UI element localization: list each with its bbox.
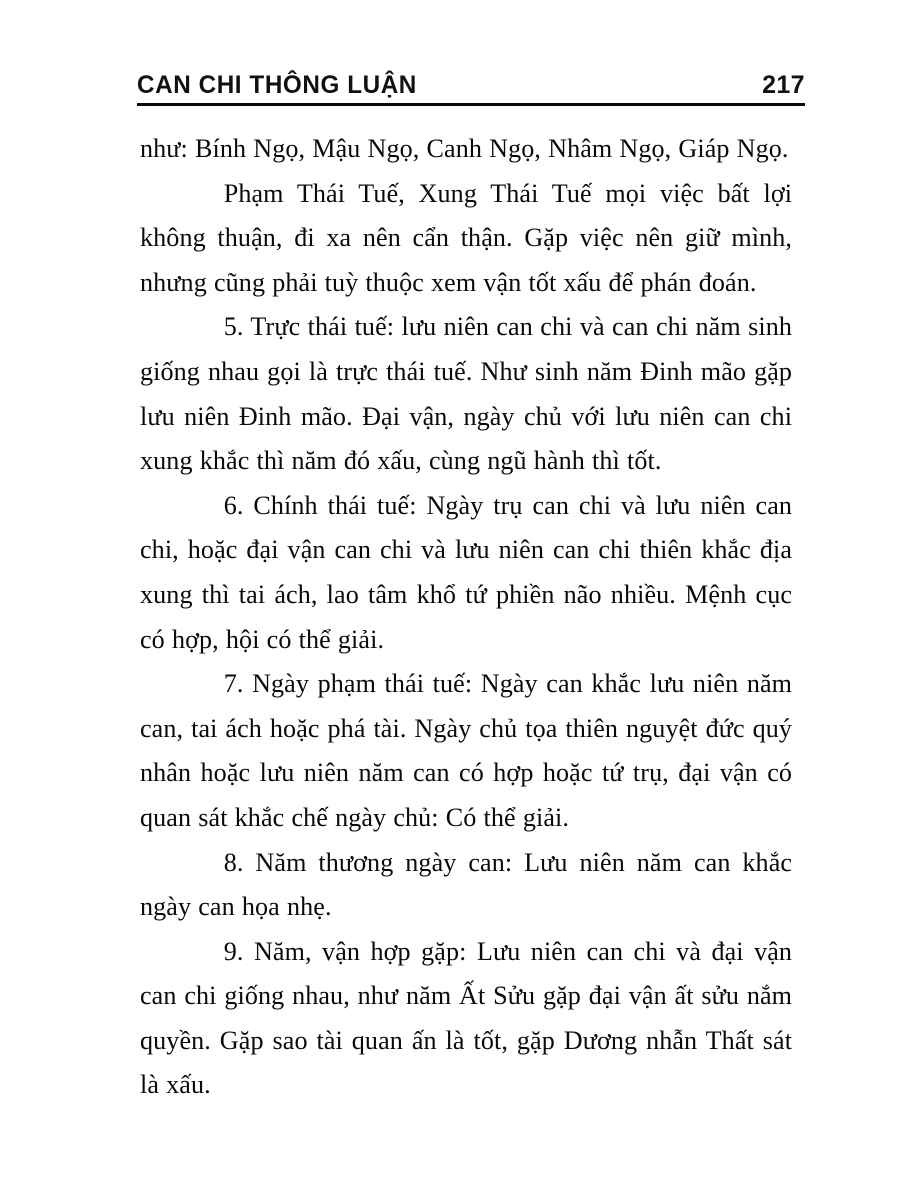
paragraph-item-9: 9. Năm, vận hợp gặp: Lưu niên can chi và đại vận can chi giống nhau, như năm Ất Sửu gặp đại vận ất sửu nắm quyền. Gặp sao tài quan ấn là tốt, gặp Dương nhẫn Thất sát là xấu. [140, 935, 793, 1100]
page-header-title: CAN CHI THÔNG LUẬN [137, 71, 417, 99]
paragraph-intro-ngo: như: Bính Ngọ, Mậu Ngọ, Canh Ngọ, Nhâm Ngọ, Giáp Ngọ. [140, 133, 789, 163]
page-number: 217 [762, 71, 805, 99]
paragraph-item-8: 8. Năm thương ngày can: Lưu niên năm can khắc ngày can họa nhẹ. [140, 846, 793, 922]
paragraph-pham-thai-tue: Phạm Thái Tuế, Xung Thái Tuế mọi việc bất lợi không thuận, đi xa nên cẩn thận. Gặp việc nên giữ mình, nhưng cũng phải tuỳ thuộc xem vận tốt xấu để phán đoán. [140, 177, 793, 297]
paragraph-item-6: 6. Chính thái tuế: Ngày trụ can chi và lưu niên can chi, hoặc đại vận can chi và lưu niên can chi thiên khắc địa xung thì tai ách, lao tâm khổ tứ phiền não nhiều. Mệnh cục có hợp, hội có thể giải. [140, 489, 793, 654]
body-text-column [140, 126, 802, 1107]
paragraph-item-5: 5. Trực thái tuế: lưu niên can chi và can chi năm sinh giống nhau gọi là trực thái tuế. Như sinh năm Đinh mão gặp lưu niên Đinh mão. Đại vận, ngày chủ với lưu niên can chi xung khắc thì năm đó xấu, cùng ngũ hành thì tốt. [140, 311, 793, 476]
paragraph-item-7: 7. Ngày phạm thái tuế: Ngày can khắc lưu niên năm can, tai ách hoặc phá tài. Ngày chủ tọa thiên nguyệt đức quý nhân hoặc lưu niên năm can có hợp hoặc tứ trụ, đại vận có quan sát khắc chế ngày chủ: Có thể giải. [140, 668, 793, 832]
header-divider-rule [137, 103, 805, 106]
running-head [137, 60, 805, 98]
